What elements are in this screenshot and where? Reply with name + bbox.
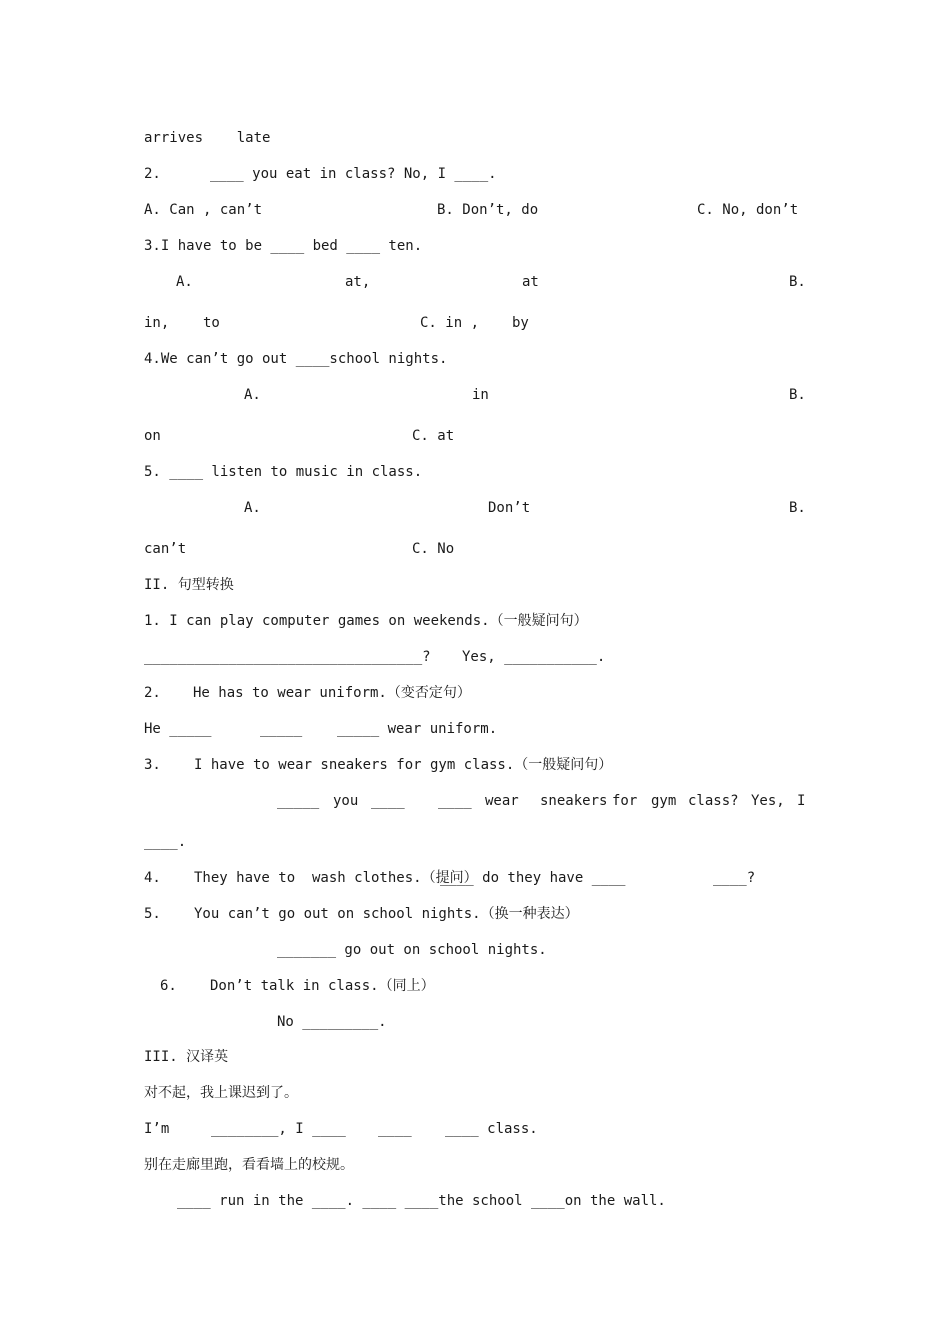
text-segment: _________________________________? (144, 649, 431, 665)
text-segment: I’m (144, 1121, 170, 1137)
text-segment: _______ go out on school nights. (277, 942, 547, 958)
text-segment: 2. (144, 685, 161, 701)
text-segment: ____? (713, 870, 756, 886)
text-segment: You can’t go out on school nights.（换一种表达） (194, 906, 579, 922)
text-segment: A. (244, 500, 261, 516)
text-segment: gym (651, 793, 677, 809)
text-segment: I (797, 793, 806, 809)
text-segment: to (203, 315, 220, 331)
text-segment: class? (688, 793, 739, 809)
text-segment: ____ (438, 793, 472, 809)
text-segment: 5. (144, 906, 161, 922)
text-segment: by (512, 315, 529, 331)
text-segment: at (522, 274, 539, 290)
text-segment: A. (176, 274, 193, 290)
text-segment: ____ (378, 1121, 412, 1137)
text-segment: ____ (371, 793, 405, 809)
text-segment: No _________. (277, 1014, 387, 1030)
text-segment: 1. I can play computer games on weekends.（一般疑问句） (144, 613, 588, 629)
text-segment: C. at (412, 428, 455, 444)
text-segment: _____ (277, 793, 320, 809)
text-segment: 6. (160, 978, 177, 994)
text-segment: 4.We can’t go out ____school nights. (144, 351, 448, 367)
text-segment: 3.I have to be ____ bed ____ ten. (144, 238, 423, 254)
text-segment: ____ class. (445, 1121, 538, 1137)
text-segment: ____. (144, 834, 187, 850)
text-segment: 5. ____ listen to music in class. (144, 464, 423, 480)
text-segment: Yes, ___________. (462, 649, 606, 665)
text-segment: _____ wear uniform. (337, 721, 498, 737)
text-segment: B. (789, 387, 806, 403)
text-segment: II. 句型转换 (144, 577, 234, 593)
text-segment: arrives late (144, 130, 271, 146)
text-segment: Don’t talk in class.（同上） (210, 978, 435, 994)
text-segment: B. (789, 500, 806, 516)
text-segment: on (144, 428, 161, 444)
text-segment: C. No, don’t (697, 202, 799, 218)
text-segment: ____ do they have ____ (440, 870, 626, 886)
text-segment: sneakers (540, 793, 608, 809)
text-segment: C. No (412, 541, 455, 557)
text-segment: B. (789, 274, 806, 290)
text-segment: 4. (144, 870, 161, 886)
text-segment: for (612, 793, 638, 809)
text-segment: in, (144, 315, 170, 331)
text-segment: you (333, 793, 359, 809)
text-segment: B. Don’t, do (437, 202, 539, 218)
text-segment: _____ (260, 721, 303, 737)
text-segment: III. 汉译英 (144, 1049, 229, 1065)
text-segment: A. (244, 387, 261, 403)
text-segment: They have to wash clothes.（提问） (194, 870, 478, 886)
text-segment: 对不起，我上课迟到了。 (144, 1085, 298, 1101)
text-segment: 3. (144, 757, 161, 773)
text-segment: He has to wear uniform.（变否定句） (193, 685, 471, 701)
text-segment: at, (345, 274, 371, 290)
text-segment: in (472, 387, 489, 403)
text-segment: ________, I ____ (211, 1121, 346, 1137)
text-segment: He _____ (144, 721, 212, 737)
text-segment: ____ run in the ____. ____ ____the school ____on the wall. (177, 1193, 666, 1209)
text-segment: can’t (144, 541, 187, 557)
text-segment: 别在走廊里跑，看看墙上的校规。 (144, 1157, 354, 1173)
text-segment: 2. (144, 166, 161, 182)
text-segment: Yes, (751, 793, 785, 809)
text-segment: Don’t (488, 500, 531, 516)
text-segment: I have to wear sneakers for gym class.（一般疑问句） (194, 757, 613, 773)
text-segment: ____ you eat in class? No, I ____. (210, 166, 497, 182)
text-segment: A. Can , can’t (144, 202, 263, 218)
text-segment: C. in , (420, 315, 480, 331)
text-segment: wear (485, 793, 519, 809)
